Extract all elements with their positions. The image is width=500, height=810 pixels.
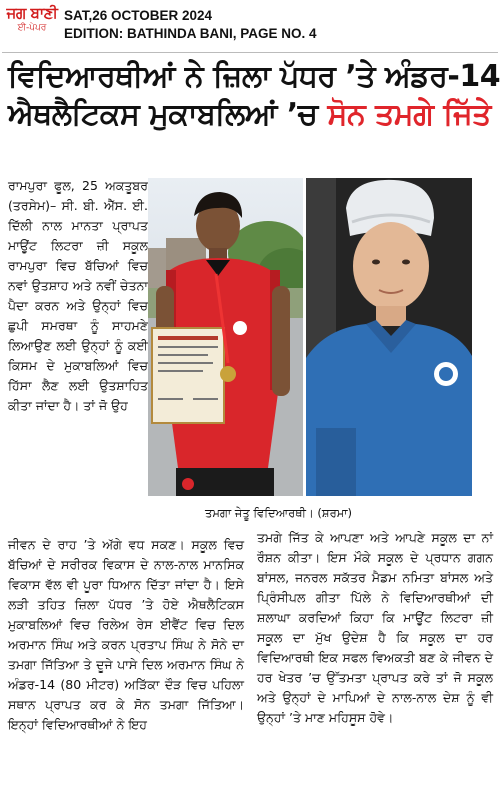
photo-student-blue-shirt-image xyxy=(306,178,472,496)
photo-athlete-red-jersey-image xyxy=(148,178,303,496)
edition-line: EDITION: BATHINDA BANI, PAGE NO. 4 xyxy=(64,26,317,41)
headline-line-2-black: ਐਥਲੈਟਿਕਸ ਮੁਕਾਬਲਿਆਂ ’ਚ xyxy=(8,97,318,132)
edition-info xyxy=(64,7,317,43)
masthead xyxy=(0,0,500,50)
publication-date: SAT,26 OCTOBER 2024 xyxy=(64,8,213,23)
logo-title: ਜਗ ਬਾਣੀ xyxy=(6,4,58,22)
article-paragraph-1: ਰਾਮਪੁਰਾ ਫੂਲ, 25 ਅਕਤੂਬਰ (ਤਰਸੇਮ)– ਸੀ. ਬੀ. ਐੱਸ. ਈ. ਦਿੱਲੀ ਨਾਲ ਮਾਨਤਾ ਪ੍ਰਾਪਤ ਮਾਊਂਟ ਲਿਟਰਾ ਜ਼ੀ ਸਕੂਲ ਰਾਮਪੁਰਾ ਵਿਚ ਬੱਚਿਆਂ ਵਿਚ ਨਵਾਂ ਉਤਸ਼ਾਹ ਅਤੇ ਨਵੀਂ ਚੇਤਨਾ ਪੈਦਾ ਕਰਨ ਅਤੇ ਉਨ੍ਹਾਂ ਵਿਚ ਛੁਪੀ ਸਮਰਥਾ ਨੂੰ ਸਾਹਮਣੇ ਲਿਆਉਣ ਲਈ ਉਨ੍ਹਾਂ ਨੂੰ ਕਈ ਕਿਸਮ ਦੇ ਮੁਕਾਬਲਿਆਂ ਵਿਚ ਹਿੱਸਾ ਲੈਣ ਲਈ ਉਤਸ਼ਾਹਿਤ ਕੀਤਾ ਜਾਂਦਾ ਹੈ। ਤਾਂ ਜੋ ਉਹ xyxy=(8,178,148,413)
newspaper-logo xyxy=(4,6,60,46)
headline-line-1: ਵਿਦਿਆਰਥੀਆਂ ਨੇ ਜ਼ਿਲਾ ਪੱਧਰ ’ਤੇ ਅੰਡਰ-14 xyxy=(8,59,500,94)
article-paragraph-3: ਤਮਗੇ ਜਿੱਤ ਕੇ ਆਪਣਾ ਅਤੇ ਆਪਣੇ ਸਕੂਲ ਦਾ ਨਾਂ ਰੌਸ਼ਨ ਕੀਤਾ। ਇਸ ਮੌਕੇ ਸਕੂਲ ਦੇ ਪ੍ਰਧਾਨ ਗਗਨ ਬਾਂਸਲ, ਜਨਰਲ ਸਕੱਤਰ ਮੈਡਮ ਨਮਿਤਾ ਬਾਂਸਲ ਅਤੇ ਪ੍ਰਿੰਸੀਪਲ ਗੀਤਾ ਪਿੱਲੇ ਨੇ ਵਿਦਿਆਰਥੀਆਂ ਦੀ ਸ਼ਲਾਘਾ ਕਰਦਿਆਂ ਕਿਹਾ ਕਿ ਮਾਊਂਟ ਲਿਟਰਾ ਜ਼ੀ ਸਕੂਲ ਦਾ ਮੁੱਖ ਉਦੇਸ਼ ਹੈ ਕਿ ਸਕੂਲ ਦਾ ਹਰ ਵਿਦਿਆਰਥੀ ਇਕ ਸਫਲ ਵਿਅਕਤੀ ਬਣ ਕੇ ਜੀਵਨ ਦੇ ਹਰ ਖੇਤਰ ’ਚ ਉੱਤਮਤਾ ਪ੍ਰਾਪਤ ਕਰੇ ਤਾਂ ਜੋ ਸਕੂਲ ਅਤੇ ਉਨ੍ਹਾਂ ਦੇ ਮਾਪਿਆਂ ਦੇ ਨਾਲ-ਨਾਲ ਦੇਸ਼ ਨੂੰ ਵੀ ਉਨ੍ਹਾਂ ’ਤੇ ਮਾਣ ਮਹਿਸੂਸ ਹੋਵੇ। xyxy=(257,530,493,725)
headline-line-2 xyxy=(8,96,496,134)
article-paragraph-2: ਜੀਵਨ ਦੇ ਰਾਹ ’ਤੇ ਅੱਗੇ ਵਧ ਸਕਣ। ਸਕੂਲ ਵਿਚ ਬੱਚਿਆਂ ਦੇ ਸਰੀਰਕ ਵਿਕਾਸ ਦੇ ਨਾਲ-ਨਾਲ ਮਾਨਸਿਕ ਵਿਕਾਸ ਵੱਲ ਵੀ ਪੂਰਾ ਧਿਆਨ ਦਿੱਤਾ ਜਾਂਦਾ ਹੈ। ਇਸੇ ਲੜੀ ਤਹਿਤ ਜ਼ਿਲਾ ਪੱਧਰ ’ਤੇ ਹੋਏ ਐਥਲੈਟਿਕਸ ਮੁਕਾਬਲਿਆਂ ਵਿਚ ਰਿਲੇਅ ਰੇਸ ਈਵੈਂਟ ਵਿਚ ਦਿਲ ਅਰਮਾਨ ਸਿੰਘ ਅਤੇ ਕਰਨ ਪ੍ਰਤਾਪ ਸਿੰਘ ਨੇ ਸੋਨੇ ਦਾ ਤਮਗਾ ਜਿੱਤਿਆ ਤੇ ਦੂਜੇ ਪਾਸੇ ਦਿਲ ਅਰਮਾਨ ਸਿੰਘ ਨੇ ਅੰਡਰ-14 (80 ਮੀਟਰ) ਅੜਿੱਕਾ ਦੌੜ ਵਿਚ ਪਹਿਲਾ ਸਥਾਨ ਪ੍ਰਾਪਤ ਕਰ ਕੇ ਸੋਨ ਤਮਗਾ ਜਿੱਤਿਆ। ਇਨ੍ਹਾਂ ਵਿਦਿਆਰਥੀਆਂ ਨੇ ਇਹ xyxy=(8,537,244,732)
headline-line-2-red: ਸੋਨ ਤਮਗੇ ਜਿੱਤੇ xyxy=(327,97,491,132)
article-column-left xyxy=(8,176,148,416)
article-headline xyxy=(8,58,500,134)
article-column-left-continued xyxy=(8,535,244,735)
photo-caption: ਤਮਗਾ ਜੇਤੂ ਵਿਦਿਆਰਥੀ। (ਸ਼ਰਮਾ) xyxy=(205,506,353,520)
logo-subtitle: ਈ-ਪੇਪਰ xyxy=(17,23,47,33)
article-column-right xyxy=(257,528,493,728)
photo-student-blue-shirt xyxy=(306,178,472,496)
photo-athlete-red-jersey xyxy=(148,178,303,496)
header-divider xyxy=(2,52,498,53)
